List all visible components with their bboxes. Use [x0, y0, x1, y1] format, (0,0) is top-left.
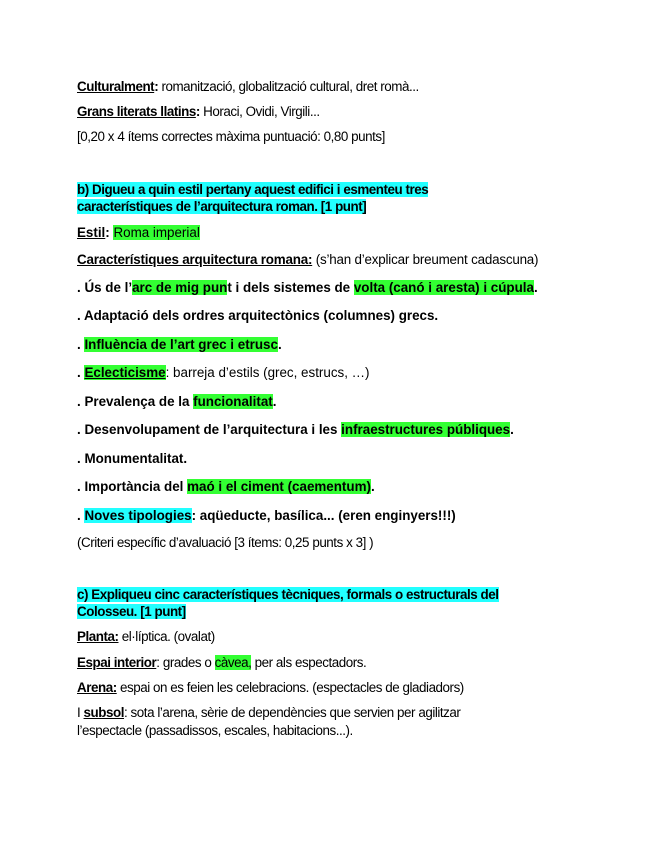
- caracteristiques-label: Característiques arquitectura romana:: [77, 252, 313, 267]
- list-item: . Ús de l’arc de mig punt i dels sistemes de volta (canó i aresta) i cúpula.: [77, 280, 538, 295]
- arena-text: espai on es feien les celebracions. (espectacles de gladiadors): [116, 680, 464, 695]
- estil-line: [77, 224, 200, 241]
- planta-text: el·líptica. (ovalat): [118, 629, 215, 644]
- list-item: . Importància del maó i el ciment (caementum).: [77, 479, 375, 494]
- colon: :: [195, 104, 200, 119]
- estil-value: Roma imperial: [113, 225, 200, 240]
- section-b-criteri: (Criteri específic d’avaluació [3 ítems: 0,25 punts x 3] ): [77, 535, 374, 550]
- cavea-highlight: càvea,: [214, 655, 252, 670]
- section-b-title-line1: b) Digueu a quin estil pertany aquest edifici i esmenteu tres: [77, 182, 429, 197]
- arena-label: Arena:: [77, 680, 117, 695]
- caracteristiques-note: (s’han d’explicar breument cadascuna): [312, 252, 539, 267]
- culturalment-label: Culturalment: [77, 79, 155, 94]
- list-item: . Eclecticisme: barreja d’estils (grec, estrucs, …): [77, 365, 370, 380]
- subsol-line: I subsol: sota l’arena, sèrie de dependències que servien per agilitzar: [77, 705, 461, 720]
- espai-interior-line: Espai interior: grades o càvea, per als espectadors.: [77, 655, 367, 670]
- list-item: . Noves tipologies: aqüeducte, basílica... (eren enginyers!!!): [77, 508, 456, 523]
- subsol-line2: l’espectacle (passadissos, escales, habitacions...).: [77, 723, 353, 738]
- espai-label: Espai interior: [77, 655, 157, 670]
- list-item: . Prevalença de la funcionalitat.: [77, 394, 277, 409]
- culturalment-text: romanització, globalització cultural, dret romà...: [158, 79, 419, 94]
- literats-text: Horaci, Ovidi, Virgili...: [199, 104, 320, 119]
- literats-line: [77, 103, 320, 120]
- list-item: . Desenvolupament de l’arquitectura i les infraestructures públiques.: [77, 422, 514, 437]
- planta-line: [77, 628, 215, 645]
- colon: :: [154, 79, 159, 94]
- estil-label: Estil: [77, 225, 106, 240]
- intro-criteri: [0,20 x 4 ítems correctes màxima puntuació: 0,80 punts]: [77, 129, 385, 144]
- list-item: . Adaptació dels ordres arquitectònics (columnes) grecs.: [77, 308, 439, 323]
- colon: :: [105, 225, 114, 240]
- culturalment-line: [77, 78, 419, 95]
- section-c-title-line1: c) Expliqueu cinc característiques tècniques, formals o estructurals del: [77, 587, 499, 602]
- list-item: . Monumentalitat.: [77, 451, 188, 466]
- list-item: . Influència de l’art grec i etrusc.: [77, 337, 282, 352]
- planta-label: Planta:: [77, 629, 119, 644]
- subsol-label: subsol: [83, 705, 125, 720]
- arena-line: [77, 679, 464, 696]
- subsol-text: : sota l’arena, sèrie de dependències que servien per agilitzar: [124, 705, 461, 720]
- section-c-title-line2: Colosseu. [1 punt]: [77, 604, 186, 619]
- literats-label: Grans literats llatins: [77, 104, 196, 119]
- caracteristiques-line: [77, 251, 538, 268]
- section-b-title-line2: característiques de l’arquitectura roman. [1 punt]: [77, 199, 367, 214]
